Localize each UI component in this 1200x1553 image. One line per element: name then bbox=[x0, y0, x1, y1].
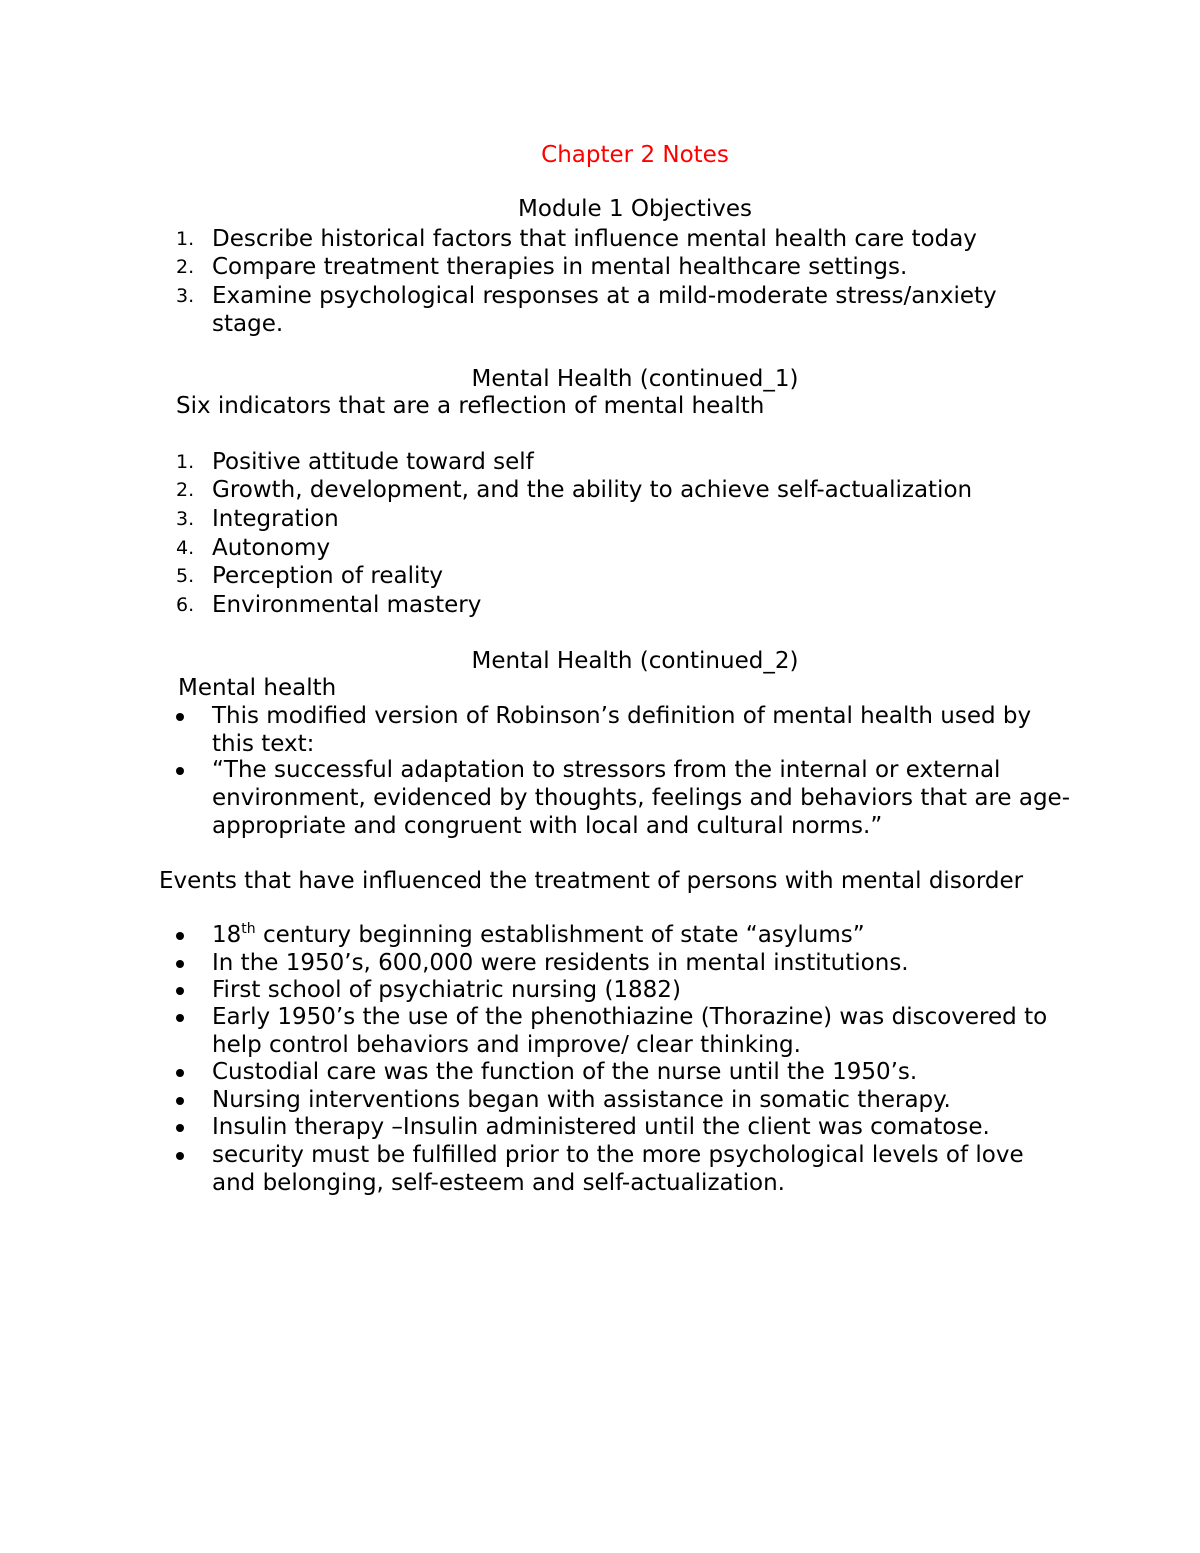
bullet-icon bbox=[176, 767, 184, 775]
module-heading: Module 1 Objectives bbox=[518, 196, 752, 222]
page-title: Chapter 2 Notes bbox=[541, 142, 729, 168]
bullet-icon bbox=[176, 1014, 184, 1022]
list-item-text: Positive attitude toward self bbox=[212, 449, 534, 475]
list-number: 4. bbox=[176, 537, 195, 559]
events-heading: Events that have influenced the treatment of persons with mental disorder bbox=[159, 868, 1024, 894]
list-number: 1. bbox=[176, 228, 195, 250]
list-item-text: “The successful adaptation to stressors from the internal or external environment, evidenced by thoughts, feelings and behaviors that are age-appropriate and congruent with local and cultural norms.” bbox=[212, 757, 1070, 839]
list-number: 5. bbox=[176, 565, 195, 587]
list-item-text: Integration bbox=[212, 506, 339, 532]
list-item-text: First school of psychiatric nursing (1882) bbox=[212, 977, 681, 1003]
list-number: 3. bbox=[176, 285, 195, 307]
bullet-icon bbox=[176, 932, 184, 940]
bullet-icon bbox=[176, 1069, 184, 1077]
section-heading-mh1: Mental Health (continued_1) bbox=[471, 366, 799, 392]
bullet-icon bbox=[176, 1124, 184, 1132]
bullet-icon bbox=[176, 1097, 184, 1105]
list-item-text: Examine psychological responses at a mild-moderate stress/anxiety stage. bbox=[212, 283, 997, 337]
century-number: 18 bbox=[212, 922, 242, 948]
list-item-text: Insulin therapy –Insulin administered until the client was comatose. bbox=[212, 1114, 990, 1140]
section-subheading: Mental health bbox=[178, 675, 337, 701]
list-item-text: Perception of reality bbox=[212, 563, 443, 589]
list-item-text: This modified version of Robinson’s definition of mental health used by this text: bbox=[212, 703, 1032, 757]
list-item-text: Early 1950’s the use of the phenothiazine (Thorazine) was discovered to help control behaviors and improve/ clear thinking. bbox=[212, 1004, 1048, 1058]
century-text: century beginning establishment of state “asylums” bbox=[255, 922, 865, 948]
list-item-text: Autonomy bbox=[212, 535, 331, 561]
bullet-icon bbox=[176, 1152, 184, 1160]
list-item-text: Describe historical factors that influence mental health care today bbox=[212, 226, 977, 252]
list-number: 2. bbox=[176, 256, 195, 278]
list-item-text: Nursing interventions began with assistance in somatic therapy. bbox=[212, 1087, 951, 1113]
list-item-text: security must be fulfilled prior to the more psychological levels of love and belonging, self-esteem and self-actualization. bbox=[212, 1142, 1024, 1196]
section-heading-mh2: Mental Health (continued_2) bbox=[471, 648, 799, 674]
list-item-text: In the 1950’s, 600,000 were residents in mental institutions. bbox=[212, 950, 909, 976]
section-intro: Six indicators that are a reflection of mental health bbox=[176, 393, 765, 419]
list-number: 6. bbox=[176, 594, 195, 616]
list-number: 1. bbox=[176, 451, 195, 473]
list-item-text: Environmental mastery bbox=[212, 592, 482, 618]
list-item-text: Custodial care was the function of the nurse until the 1950’s. bbox=[212, 1059, 918, 1085]
bullet-icon bbox=[176, 713, 184, 721]
list-number: 2. bbox=[176, 479, 195, 501]
list-item-text: Growth, development, and the ability to achieve self-actualization bbox=[212, 477, 973, 503]
bullet-icon bbox=[176, 960, 184, 968]
bullet-icon bbox=[176, 987, 184, 995]
list-item-text bbox=[212, 921, 1072, 949]
list-item-text: Compare treatment therapies in mental healthcare settings. bbox=[212, 254, 908, 280]
list-number: 3. bbox=[176, 508, 195, 530]
ordinal-suffix: th bbox=[241, 921, 256, 937]
